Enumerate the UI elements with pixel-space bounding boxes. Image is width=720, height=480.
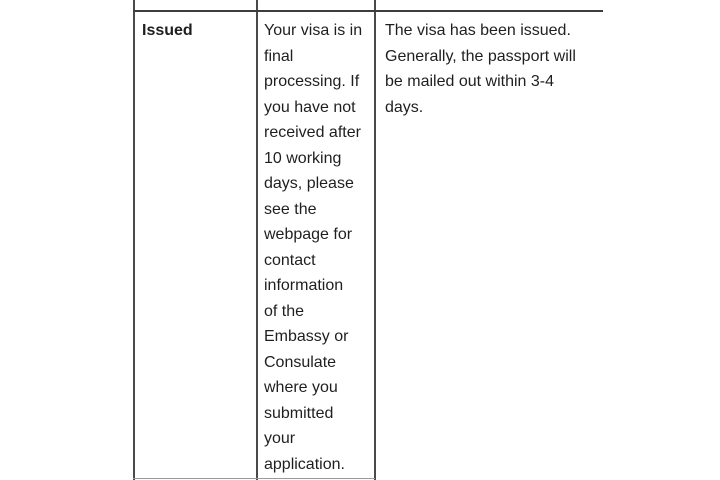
description-cell: Your visa is in final processing. If you have not received after 10 working days, please see the webpage for contact information of the Embassy or Consulate where you submitted your application.: [264, 22, 363, 473]
row-divider-bottom-partial: [133, 478, 375, 479]
note-cell: The visa has been issued. Generally, the passport will be mailed out within 3-4 days.: [385, 22, 576, 116]
status-cell: Issued: [142, 22, 193, 39]
column-divider-status-description: [256, 0, 258, 480]
table-left-border: [133, 0, 135, 480]
row-divider-top: [133, 10, 603, 12]
column-divider-description-note: [374, 0, 376, 480]
